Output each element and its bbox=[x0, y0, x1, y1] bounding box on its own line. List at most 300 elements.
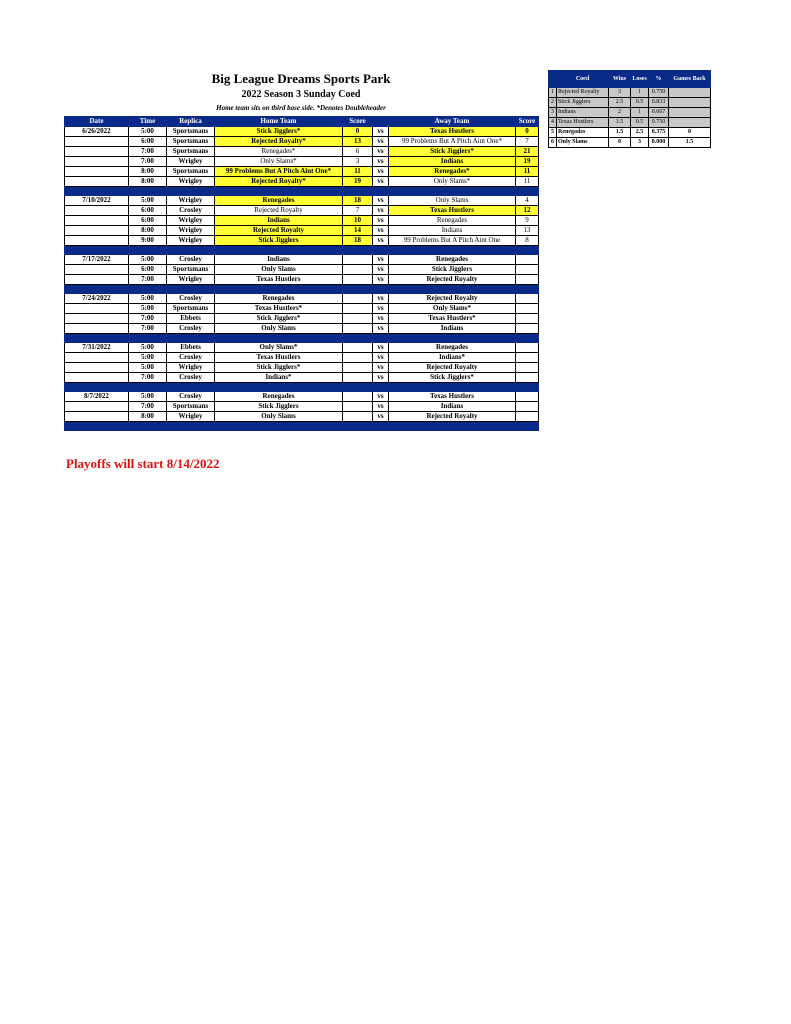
cell-home-score: 19 bbox=[343, 177, 373, 187]
cell-home-score bbox=[343, 353, 373, 363]
cell-away-team: Rejected Royalty bbox=[389, 294, 516, 304]
col-vs bbox=[373, 117, 389, 127]
schedule-row bbox=[65, 363, 539, 373]
cell-replica: Ebbets bbox=[167, 343, 215, 353]
cell-date bbox=[65, 265, 129, 275]
cell-away-score: 4 bbox=[516, 196, 539, 206]
standings-games-back bbox=[669, 88, 711, 98]
cell-vs: vs bbox=[373, 402, 389, 412]
cell-replica: Wrigley bbox=[167, 216, 215, 226]
cell-home-score bbox=[343, 324, 373, 334]
standings-header-row bbox=[549, 71, 711, 88]
standings-rank: 6 bbox=[549, 138, 557, 148]
cell-date bbox=[65, 275, 129, 285]
cell-away-score bbox=[516, 353, 539, 363]
week-separator-bar bbox=[65, 383, 539, 392]
cell-time: 8:00 bbox=[129, 226, 167, 236]
cell-replica: Sportsmans bbox=[167, 147, 215, 157]
cell-away-team: Stick Jigglers* bbox=[389, 373, 516, 383]
schedule-row bbox=[65, 392, 539, 402]
page-subtitle: 2022 Season 3 Sunday Coed bbox=[241, 89, 361, 100]
cell-time: 5:00 bbox=[129, 343, 167, 353]
schedule-row bbox=[65, 157, 539, 167]
col-away-score: Score bbox=[516, 117, 539, 127]
cell-date bbox=[65, 353, 129, 363]
cell-vs: vs bbox=[373, 275, 389, 285]
cell-time: 5:00 bbox=[129, 196, 167, 206]
cell-vs: vs bbox=[373, 294, 389, 304]
cell-home-team: Texas Hustlers bbox=[215, 353, 343, 363]
cell-replica: Sportsmans bbox=[167, 167, 215, 177]
cell-date bbox=[65, 304, 129, 314]
cell-replica: Crosley bbox=[167, 392, 215, 402]
cell-away-team: Rejected Royalty bbox=[389, 363, 516, 373]
standings-games-back: 1.5 bbox=[669, 138, 711, 148]
col-replica: Replica bbox=[167, 117, 215, 127]
cell-home-team: 99 Problems But A Pitch Aint One* bbox=[215, 167, 343, 177]
standings-wins: 3 bbox=[609, 88, 631, 98]
cell-date: 7/31/2022 bbox=[65, 343, 129, 353]
cell-home-score bbox=[343, 402, 373, 412]
standings-row bbox=[549, 98, 711, 108]
col-away-team: Away Team bbox=[389, 117, 516, 127]
cell-date bbox=[65, 236, 129, 246]
cell-away-team: Indians bbox=[389, 324, 516, 334]
col-home-team: Home Team bbox=[215, 117, 343, 127]
cell-home-score: 6 bbox=[343, 147, 373, 157]
standings-team: Stick Jigglers bbox=[557, 98, 609, 108]
standings-pct: 0.833 bbox=[649, 98, 669, 108]
cell-vs: vs bbox=[373, 363, 389, 373]
cell-home-team: Rejected Royalty bbox=[215, 226, 343, 236]
cell-time: 6:00 bbox=[129, 216, 167, 226]
cell-away-score bbox=[516, 265, 539, 275]
standings-col-loses: Loses bbox=[631, 71, 649, 88]
cell-away-team: Indians* bbox=[389, 353, 516, 363]
standings-loses: 1 bbox=[631, 88, 649, 98]
cell-vs: vs bbox=[373, 324, 389, 334]
schedule-row bbox=[65, 353, 539, 363]
cell-vs: vs bbox=[373, 216, 389, 226]
week-separator-bar bbox=[65, 422, 539, 431]
schedule-row bbox=[65, 294, 539, 304]
schedule-row bbox=[65, 206, 539, 216]
cell-vs: vs bbox=[373, 137, 389, 147]
cell-vs: vs bbox=[373, 255, 389, 265]
cell-vs: vs bbox=[373, 196, 389, 206]
cell-home-score: 7 bbox=[343, 206, 373, 216]
cell-home-team: Rejected Royalty* bbox=[215, 137, 343, 147]
schedule-row bbox=[65, 236, 539, 246]
cell-replica: Crosley bbox=[167, 294, 215, 304]
cell-away-team: Renegades bbox=[389, 255, 516, 265]
cell-home-score bbox=[343, 373, 373, 383]
cell-date bbox=[65, 402, 129, 412]
standings-wins: 0 bbox=[609, 138, 631, 148]
cell-date bbox=[65, 314, 129, 324]
cell-away-score bbox=[516, 392, 539, 402]
standings-team: Texas Hustlers bbox=[557, 118, 609, 128]
cell-date: 6/26/2022 bbox=[65, 127, 129, 137]
schedule-row bbox=[65, 137, 539, 147]
cell-replica: Crosley bbox=[167, 324, 215, 334]
cell-time: 6:00 bbox=[129, 265, 167, 275]
cell-time: 6:00 bbox=[129, 206, 167, 216]
cell-away-score bbox=[516, 304, 539, 314]
standings-pct: 0.000 bbox=[649, 138, 669, 148]
col-home-score: Score bbox=[343, 117, 373, 127]
week-separator bbox=[65, 334, 539, 343]
cell-home-score: 14 bbox=[343, 226, 373, 236]
schedule-row bbox=[65, 412, 539, 422]
week-separator bbox=[65, 187, 539, 196]
cell-away-score bbox=[516, 255, 539, 265]
cell-home-team: Stick Jigglers* bbox=[215, 314, 343, 324]
cell-away-score bbox=[516, 412, 539, 422]
cell-away-score: 11 bbox=[516, 167, 539, 177]
cell-home-team: Renegades bbox=[215, 196, 343, 206]
week-separator bbox=[65, 422, 539, 431]
cell-away-team: Stick Jigglers* bbox=[389, 147, 516, 157]
cell-replica: Wrigley bbox=[167, 226, 215, 236]
schedule-row bbox=[65, 265, 539, 275]
cell-away-score bbox=[516, 275, 539, 285]
cell-date bbox=[65, 226, 129, 236]
schedule-row bbox=[65, 304, 539, 314]
cell-away-score: 9 bbox=[516, 216, 539, 226]
cell-time: 7:00 bbox=[129, 373, 167, 383]
standings-pct: 0.750 bbox=[649, 118, 669, 128]
cell-home-team: Only Slams bbox=[215, 324, 343, 334]
cell-home-score bbox=[343, 343, 373, 353]
cell-time: 7:00 bbox=[129, 147, 167, 157]
cell-away-team: Indians bbox=[389, 157, 516, 167]
cell-home-score: 18 bbox=[343, 196, 373, 206]
standings-col-wins: Wins bbox=[609, 71, 631, 88]
cell-away-team: Texas Hustlers bbox=[389, 127, 516, 137]
cell-home-score: 3 bbox=[343, 157, 373, 167]
week-separator-bar bbox=[65, 246, 539, 255]
cell-vs: vs bbox=[373, 157, 389, 167]
cell-vs: vs bbox=[373, 373, 389, 383]
week-separator bbox=[65, 285, 539, 294]
cell-time: 5:00 bbox=[129, 127, 167, 137]
cell-replica: Wrigley bbox=[167, 275, 215, 285]
standings-row bbox=[549, 138, 711, 148]
cell-replica: Crosley bbox=[167, 255, 215, 265]
cell-date: 8/7/2022 bbox=[65, 392, 129, 402]
cell-date bbox=[65, 167, 129, 177]
cell-time: 5:00 bbox=[129, 255, 167, 265]
standings-games-back: 0 bbox=[669, 128, 711, 138]
cell-replica: Sportsmans bbox=[167, 304, 215, 314]
standings-games-back bbox=[669, 108, 711, 118]
standings-pct: 0.375 bbox=[649, 128, 669, 138]
cell-away-score: 12 bbox=[516, 206, 539, 216]
schedule-table bbox=[64, 116, 539, 431]
standings-wins: 2 bbox=[609, 108, 631, 118]
cell-time: 7:00 bbox=[129, 402, 167, 412]
cell-home-team: Only Slams bbox=[215, 412, 343, 422]
standings-row bbox=[549, 108, 711, 118]
cell-replica: Wrigley bbox=[167, 157, 215, 167]
schedule-row bbox=[65, 177, 539, 187]
cell-away-team: Texas Hustlers bbox=[389, 206, 516, 216]
col-date: Date bbox=[65, 117, 129, 127]
cell-replica: Wrigley bbox=[167, 363, 215, 373]
cell-away-score bbox=[516, 343, 539, 353]
cell-away-score bbox=[516, 294, 539, 304]
schedule-note: Home team sits on third base side. *Denotes Doubleheader bbox=[216, 104, 386, 112]
cell-replica: Wrigley bbox=[167, 177, 215, 187]
cell-date bbox=[65, 324, 129, 334]
schedule-row bbox=[65, 402, 539, 412]
cell-replica: Sportsmans bbox=[167, 137, 215, 147]
cell-home-score bbox=[343, 255, 373, 265]
schedule-row bbox=[65, 314, 539, 324]
cell-date: 7/17/2022 bbox=[65, 255, 129, 265]
standings-loses: 3 bbox=[631, 138, 649, 148]
cell-home-team: Rejected Royalty bbox=[215, 206, 343, 216]
cell-replica: Sportsmans bbox=[167, 402, 215, 412]
cell-away-team: 99 Problems But A Pitch Aint One bbox=[389, 236, 516, 246]
cell-replica: Sportsmans bbox=[167, 127, 215, 137]
cell-date bbox=[65, 363, 129, 373]
cell-away-team: 99 Problems But A Pitch Aint One* bbox=[389, 137, 516, 147]
cell-away-score bbox=[516, 402, 539, 412]
cell-away-team: Texas Hustlers* bbox=[389, 314, 516, 324]
cell-home-team: Only Slams bbox=[215, 265, 343, 275]
standings-team: Renegades bbox=[557, 128, 609, 138]
cell-home-score: 11 bbox=[343, 167, 373, 177]
cell-home-team: Texas Hustlers* bbox=[215, 304, 343, 314]
cell-vs: vs bbox=[373, 353, 389, 363]
cell-time: 5:00 bbox=[129, 392, 167, 402]
cell-time: 6:00 bbox=[129, 137, 167, 147]
cell-away-team: Renegades* bbox=[389, 167, 516, 177]
cell-replica: Crosley bbox=[167, 206, 215, 216]
cell-home-score bbox=[343, 363, 373, 373]
cell-replica: Wrigley bbox=[167, 412, 215, 422]
cell-away-score: 13 bbox=[516, 226, 539, 236]
standings-games-back bbox=[669, 118, 711, 128]
cell-vs: vs bbox=[373, 226, 389, 236]
standings-wins: 1.5 bbox=[609, 128, 631, 138]
cell-away-score: 8 bbox=[516, 236, 539, 246]
cell-vs: vs bbox=[373, 127, 389, 137]
schedule-row bbox=[65, 216, 539, 226]
standings-rank: 2 bbox=[549, 98, 557, 108]
standings-row bbox=[549, 118, 711, 128]
cell-replica: Crosley bbox=[167, 353, 215, 363]
standings-games-back bbox=[669, 98, 711, 108]
schedule-row bbox=[65, 147, 539, 157]
standings-col-rank bbox=[549, 71, 557, 88]
cell-home-score bbox=[343, 412, 373, 422]
cell-time: 5:00 bbox=[129, 353, 167, 363]
standings-rank: 5 bbox=[549, 128, 557, 138]
cell-home-team: Only Slams* bbox=[215, 157, 343, 167]
cell-replica: Ebbets bbox=[167, 314, 215, 324]
standings-table bbox=[548, 70, 711, 148]
cell-date: 7/24/2022 bbox=[65, 294, 129, 304]
cell-away-team: Indians bbox=[389, 226, 516, 236]
schedule-row bbox=[65, 255, 539, 265]
standings-wins: 1.5 bbox=[609, 118, 631, 128]
cell-time: 5:00 bbox=[129, 304, 167, 314]
standings-loses: 0.5 bbox=[631, 98, 649, 108]
cell-away-team: Only Slams bbox=[389, 196, 516, 206]
schedule-row bbox=[65, 275, 539, 285]
cell-home-score: 0 bbox=[343, 127, 373, 137]
standings-col-team: Coed bbox=[557, 71, 609, 88]
week-separator-bar bbox=[65, 334, 539, 343]
cell-away-team: Rejected Royalty bbox=[389, 275, 516, 285]
cell-date bbox=[65, 412, 129, 422]
cell-home-score: 10 bbox=[343, 216, 373, 226]
week-separator bbox=[65, 383, 539, 392]
schedule-header-row bbox=[65, 117, 539, 127]
cell-home-team: Renegades bbox=[215, 294, 343, 304]
cell-home-team: Texas Hustlers bbox=[215, 275, 343, 285]
standings-pct: 0.667 bbox=[649, 108, 669, 118]
cell-home-score bbox=[343, 392, 373, 402]
cell-time: 7:00 bbox=[129, 314, 167, 324]
standings-pct: 0.750 bbox=[649, 88, 669, 98]
cell-away-score: 21 bbox=[516, 147, 539, 157]
cell-away-team: Texas Hustlers bbox=[389, 392, 516, 402]
cell-away-team: Only Slams* bbox=[389, 177, 516, 187]
schedule-row bbox=[65, 226, 539, 236]
cell-time: 5:00 bbox=[129, 363, 167, 373]
cell-replica: Wrigley bbox=[167, 236, 215, 246]
cell-home-score: 18 bbox=[343, 236, 373, 246]
cell-away-team: Only Slams* bbox=[389, 304, 516, 314]
col-time: Time bbox=[129, 117, 167, 127]
cell-time: 8:00 bbox=[129, 412, 167, 422]
standings-rank: 1 bbox=[549, 88, 557, 98]
schedule-body bbox=[65, 127, 539, 431]
standings-rank: 4 bbox=[549, 118, 557, 128]
cell-time: 7:00 bbox=[129, 324, 167, 334]
cell-away-team: Rejected Royalty bbox=[389, 412, 516, 422]
cell-vs: vs bbox=[373, 304, 389, 314]
week-separator-bar bbox=[65, 285, 539, 294]
cell-time: 5:00 bbox=[129, 294, 167, 304]
cell-date bbox=[65, 137, 129, 147]
standings-loses: 0.5 bbox=[631, 118, 649, 128]
cell-away-score bbox=[516, 324, 539, 334]
cell-vs: vs bbox=[373, 412, 389, 422]
cell-time: 8:00 bbox=[129, 177, 167, 187]
standings-body bbox=[549, 88, 711, 148]
cell-home-score bbox=[343, 275, 373, 285]
standings-team: Rejected Royalty bbox=[557, 88, 609, 98]
schedule-row bbox=[65, 343, 539, 353]
cell-away-score: 7 bbox=[516, 137, 539, 147]
cell-away-score: 19 bbox=[516, 157, 539, 167]
cell-replica: Wrigley bbox=[167, 196, 215, 206]
schedule-row bbox=[65, 324, 539, 334]
cell-vs: vs bbox=[373, 392, 389, 402]
cell-vs: vs bbox=[373, 177, 389, 187]
cell-home-score bbox=[343, 314, 373, 324]
page-title: Big League Dreams Sports Park bbox=[211, 71, 391, 86]
cell-time: 9:00 bbox=[129, 236, 167, 246]
cell-date bbox=[65, 147, 129, 157]
cell-home-team: Rejected Royalty* bbox=[215, 177, 343, 187]
cell-away-score: 11 bbox=[516, 177, 539, 187]
cell-home-team: Stick Jigglers bbox=[215, 402, 343, 412]
schedule-row bbox=[65, 373, 539, 383]
standings-team: Only Slams bbox=[557, 138, 609, 148]
cell-away-team: Stick Jigglers bbox=[389, 265, 516, 275]
cell-away-team: Renegades bbox=[389, 343, 516, 353]
cell-home-team: Stick Jigglers bbox=[215, 236, 343, 246]
cell-away-score bbox=[516, 314, 539, 324]
schedule-row bbox=[65, 167, 539, 177]
cell-home-score bbox=[343, 304, 373, 314]
cell-time: 7:00 bbox=[129, 275, 167, 285]
standings-row bbox=[549, 128, 711, 138]
cell-time: 8:00 bbox=[129, 167, 167, 177]
cell-away-score bbox=[516, 363, 539, 373]
standings-col-pct: % bbox=[649, 71, 669, 88]
cell-home-score bbox=[343, 265, 373, 275]
cell-vs: vs bbox=[373, 314, 389, 324]
cell-date bbox=[65, 373, 129, 383]
cell-date bbox=[65, 206, 129, 216]
standings-wins: 2.5 bbox=[609, 98, 631, 108]
cell-date bbox=[65, 157, 129, 167]
cell-away-score bbox=[516, 373, 539, 383]
cell-vs: vs bbox=[373, 206, 389, 216]
playoffs-notice: Playoffs will start 8/14/2022 bbox=[66, 456, 220, 471]
cell-home-team: Stick Jigglers* bbox=[215, 363, 343, 373]
cell-vs: vs bbox=[373, 147, 389, 157]
cell-home-team: Stick Jigglers* bbox=[215, 127, 343, 137]
cell-replica: Sportsmans bbox=[167, 265, 215, 275]
week-separator-bar bbox=[65, 187, 539, 196]
cell-home-team: Indians bbox=[215, 255, 343, 265]
standings-loses: 1 bbox=[631, 108, 649, 118]
standings-row bbox=[549, 88, 711, 98]
cell-away-score: 0 bbox=[516, 127, 539, 137]
cell-home-team: Only Slams* bbox=[215, 343, 343, 353]
week-separator bbox=[65, 246, 539, 255]
cell-replica: Crosley bbox=[167, 373, 215, 383]
cell-away-team: Indians bbox=[389, 402, 516, 412]
cell-home-team: Indians* bbox=[215, 373, 343, 383]
cell-vs: vs bbox=[373, 265, 389, 275]
standings-rank: 3 bbox=[549, 108, 557, 118]
cell-home-team: Renegades* bbox=[215, 147, 343, 157]
standings-team: Indians bbox=[557, 108, 609, 118]
schedule-row bbox=[65, 127, 539, 137]
cell-vs: vs bbox=[373, 343, 389, 353]
cell-home-score: 13 bbox=[343, 137, 373, 147]
schedule-row bbox=[65, 196, 539, 206]
cell-date: 7/10/2022 bbox=[65, 196, 129, 206]
cell-vs: vs bbox=[373, 167, 389, 177]
cell-vs: vs bbox=[373, 236, 389, 246]
cell-date bbox=[65, 216, 129, 226]
cell-date bbox=[65, 177, 129, 187]
standings-col-games-back: Games Back bbox=[669, 71, 711, 88]
cell-home-team: Renegades bbox=[215, 392, 343, 402]
cell-away-team: Renegades bbox=[389, 216, 516, 226]
cell-home-score bbox=[343, 294, 373, 304]
